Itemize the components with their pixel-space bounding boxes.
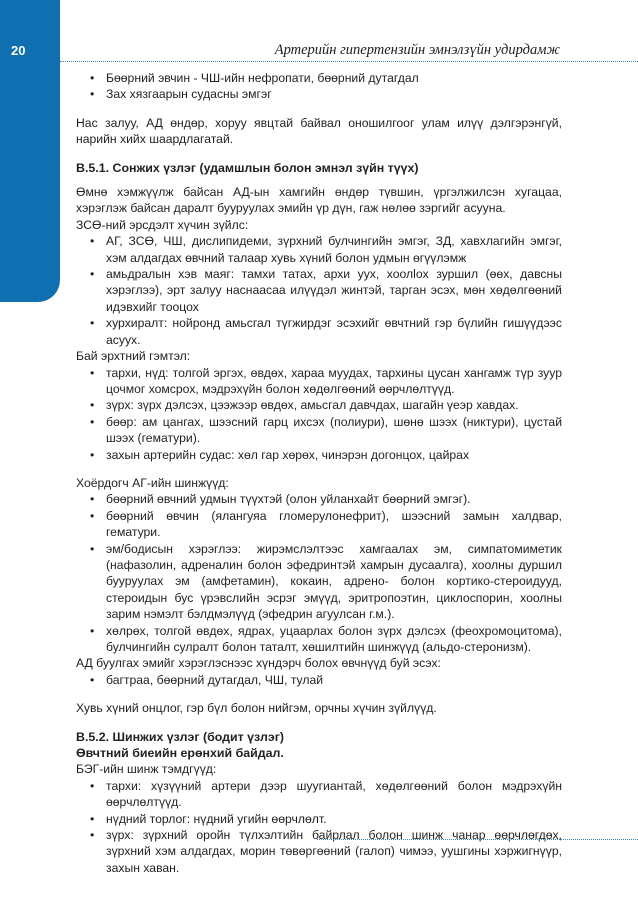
list-item: • багтраа, бөөрний дутагдал, ЧШ, тулай (76, 672, 562, 688)
organ-list (76, 365, 562, 463)
drug-label: АД буулгах эмийг хэрэглэснээс хүндэрч болох өвчнүүд буй эсэх: (76, 656, 441, 671)
list-item: • бөөрний өвчин (ялангуяа гломерулонефрит), шээсний замын халдвар, гематури. (76, 508, 562, 541)
paragraph-intro: Өмнө хэмжүүлж байсан АД-ын хамгийн өндөр түвшин, үргэлжилсэн хугацаа, хэрэглэж байсан даралт бууруулах эмийн үр дүн, гаж нөлөө зэргийг асуунa. (76, 185, 562, 216)
list-item: • бөөр: ам цангах, шээсний гарц ихсэх (полиури), шөнө шээх (никтури), цустай шээх (гематури). (76, 414, 562, 447)
secondary-label: Хоёрдогч АГ-ийн шинжүүд: (76, 475, 229, 490)
section-heading-b52: В.5.2. Шинжих үзлэг (бодит үзлэг) (76, 729, 285, 744)
list-item: • зүрх: зүрх дэлсэх, цээжээр өвдөх, амьсгал давчдах, шагайн үеэр хавдах. (76, 397, 562, 413)
risk-list (76, 233, 562, 348)
list-item: • Зах хязгаарын судасны эмгэг (76, 86, 562, 102)
footer-divider (317, 839, 638, 840)
section-heading-b51: В.5.1. Сонжих үзлэг (удамшлын болон эмнэл зүйн түүх) (76, 160, 419, 175)
neuro-list (76, 778, 562, 876)
list-item: • эм/бодисын хэрэглээ: жирэмслэлтээс хамгаалах эм, симпатомиметик (нафазолин, адреналин болон эфедринтэй хамрын дусаалга), хоолны дуршил бууруулах эм (амфетамин), кокаин, адрено- болон кортико-стероидууд, стероидын бус үрэвслийн эсрэг эмүүд, эритропоэтин, циклоспорин, хоолны зарим нэмэлт бэлдмэлүүд (эфедрин агуулсан г.м.). (76, 541, 562, 623)
risk-label: ЗСӨ-ний эрсдэлт хүчин зүйлс: (76, 217, 249, 232)
neuro-label: БЭГ-ийн шинж тэмдгүүд: (76, 762, 217, 777)
paragraph-social: Хувь хүний онцлог, гэр бүл болон нийгэм, орчны хүчин зүйлүүд. (76, 701, 437, 716)
page-number: 20 (11, 43, 26, 58)
list-item: • хөлрөх, толгой өвдөх, ядрах, уцаарлах болон зүрх дэлсэх (феохромоцитома), булчингийн сулралт болон таталт, хөшилтийн шинжүүд (альдо-стеронизм). (76, 623, 562, 656)
list-item: • захын артерийн судас: хөл гар хөрөх, чинэрэн догонцох, цайрах (76, 447, 562, 463)
organ-label: Бай эрхтний гэмтэл: (76, 349, 191, 364)
running-title: Артерийн гипертензийн эмнэлзүйн удирдамж (274, 42, 560, 58)
page-side-tab (0, 0, 60, 302)
secondary-list (76, 491, 562, 655)
list-item: • хурхиралт: нойронд амьсгал түгжирдэг эсэхийг өвчтний гэр бүлийн гишүүдээс асуух. (76, 315, 562, 348)
list-item: • АГ, ЗСӨ, ЧШ, дислипидеми, зүрхний булчингийн эмгэг, ЗД, хавхлагийн эмгэг, хэм алдагдах өвчний талаар хувь хүний болон удмын өгүүлэмж (76, 233, 562, 266)
top-list (76, 70, 562, 103)
list-item: • бөөрний өвчний удмын түүхтэй (олон уйланхайт бөөрний эмгэг). (76, 491, 562, 507)
drug-list (76, 672, 562, 688)
page-body (76, 70, 562, 876)
list-item: • нүдний торлог: нүдний угийн өөрчлөлт. (76, 811, 562, 827)
list-item: • тархи, нүд: толгой эргэх, өвдөх, хараа муудах, тархины цусан хангамж түр зуур цочмог хомсрох, мэдрэхүйн болон хөдөлгөөний өөрчлөлтүүд. (76, 365, 562, 398)
list-item: • амьдралын хэв маяг: тамхи татах, архи уух, хоолloх зуршил (өөх, давсны хэрэглээ), эрт залуу наснаасаа илүүдэл жинтэй, тарган эсэх, мөн хөдөлгөөний идэвхийг тооцох (76, 266, 562, 315)
header-divider (60, 61, 638, 62)
section-subheading: Өвчтний биеийн ерөнхий байдал. (76, 746, 284, 761)
paragraph-age: Нас залуу, АД өндөр, хоруу явцтай байвал оношилгоог улам илүү дэлгэрэнгүй, нарийн хийх шаардлагатай. (76, 115, 562, 147)
list-item: • тархи: хүзүүний артери дээр шуугиантай, хөдөлгөөний болон мэдрэхүйн өөрчлөлтүүд. (76, 778, 562, 811)
list-item: • зүрх: зүрхний оройн түлхэлтийн байрлал болон шинж чанар өөрчлөгдөх, зүрхний хэм алдагдах, морин төвөргөөний (галоп) чимээ, уушгины хэржигнүүр, захын хаван. (76, 827, 562, 876)
list-item: • Бөөрний эвчин - ЧШ-ийн нефропати, бөөрний дутагдал (76, 70, 562, 86)
